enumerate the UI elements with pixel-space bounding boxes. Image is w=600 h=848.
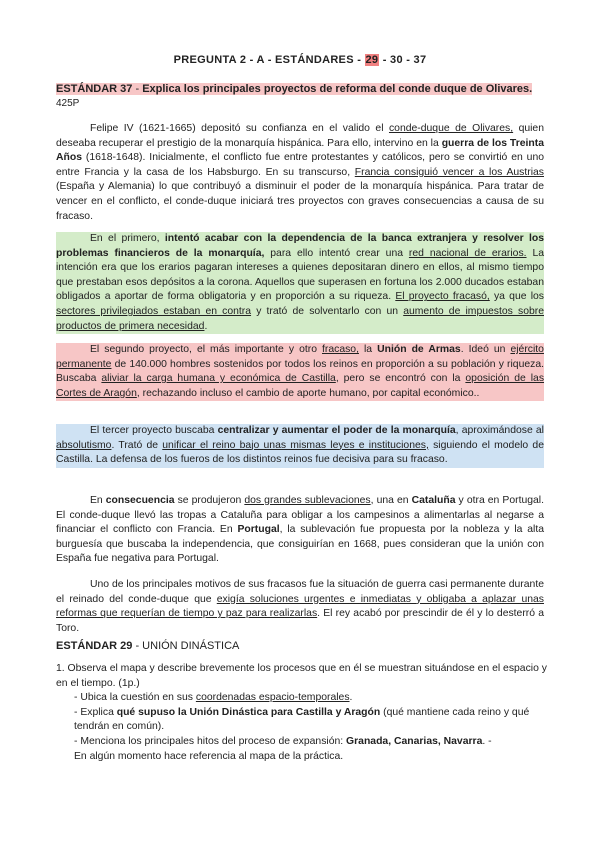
standard-37-heading: ESTÁNDAR 37 - Explica los principales proyectos de reforma del conde duque de Olivares. 425P <box>56 83 533 109</box>
question-1-bullet-1: - Ubica la cuestión en sus coordenadas espacio-temporales. <box>74 692 353 704</box>
question-1-bullet-2: - Explica qué supuso la Unión Dinástica para Castilla y Aragón (qué mantiene cada reino y qué tendrán en común). <box>74 706 530 733</box>
standard-code: 425P <box>56 98 80 109</box>
question-1 <box>56 662 556 764</box>
question-1-bullet-4: En algún momento hace referencia al mapa de la práctica. <box>74 750 344 762</box>
highlight-29: 29 <box>365 54 379 66</box>
paragraph-first-project: En el primero, intentó acabar con la dependencia de la banca extranjera y resolver los problemas financieros de la monarquía, para ello intentó crear una red nacional de erarios. La intención era que los erarios pagaran intereses a quienes depositaran dinero en ellos, al mismo tiempo que prestaban esos depósitos a la corona. Aquellos que superasen en fortuna los 2.000 ducados estaban obligados a aportar de forma obligatoria y en proporción a su riqueza. El proyecto fracasó, ya que los sectores privilegiados estaban en contra y trató de solventarlo con un aumento de impuestos sobre productos de primera necesidad. <box>56 232 544 334</box>
question-1-bullet-3: - Menciona los principales hitos del proceso de expansión: Granada, Canarias, Navarra. - <box>74 735 492 747</box>
paragraph-consequences: En consecuencia se produjeron dos grandes sublevaciones, una en Cataluña y otra en Portugal. El conde-duque llevó las tropas a Cataluña para obligar a los campesinos a alimentarlas al negarse a financiar el conflicto con Francia. En Portugal, la sublevación fue propuesta por la nobleza y la alta burguesía que buscaba la independencia, que consiguirían en 1668, pues consideran que la unión con España fue negativa para Portugal. <box>56 495 544 565</box>
page-title: PREGUNTA 2 - A - ESTÁNDARES - 29 - 30 - 37 <box>173 54 427 66</box>
question-1-intro: 1. Observa el mapa y describe brevemente los procesos que en él se muestran situándose en el espacio y en el tiempo. (1p.) <box>56 663 547 689</box>
paragraph-third-project: El tercer proyecto buscaba centralizar y aumentar el poder de la monarquía, aproximándose al absolutismo. Trató de unificar el reino bajo unas mismas leyes e instituciones, siguiendo el modelo de Castilla. La defensa de los fueros de los distintos reinos fue decisiva para su fracaso. <box>56 424 544 468</box>
standard-29-heading: ESTÁNDAR 29 - UNIÓN DINÁSTICA <box>56 640 240 652</box>
paragraph-reasons: Uno de los principales motivos de sus fracasos fue la situación de guerra casi permanente durante el reinado del conde-duque que exigía soluciones urgentes e inmediatas y obligaba a aplazar unas reformas que requerían de tiempo y paz para realizarlas. El rey acabó por prescindir de él y lo desterró a Toro. <box>56 579 545 634</box>
paragraph-second-project: El segundo proyecto, el más importante y otro fracaso, la Unión de Armas. Ideó un ejército permanente de 140.000 hombres sostenidos por todos los reinos en proporción a su población y riqueza. Buscaba aliviar la carga humana y económica de Castilla, pero se encontró con la oposición de las Cortes de Aragón, rechazando incluso el cambio de aporte humano, por capital económico.. <box>56 343 544 401</box>
paragraph-intro: Felipe IV (1621-1665) depositó su confianza en el valido el conde-duque de Olivares, quien deseaba recuperar el prestigio de la monarquía hispánica. Para ello, intervino en la guerra de los Treinta Años (1618-1648). Inicialmente, el conflicto fue entre protestantes y católicos, pero se convirtió en uno entre Francia y la casa de los Habsburgo. En su transcurso, Francia consiguió vencer a los Austrias (España y Alemania) lo que contribuyó a disminuir el poder de la monarquía hispánica. Para tratar de vencer en el conflicto, el conde-duque iniciará tres proyectos con graves consecuencias a causa de su fracaso. <box>56 123 544 222</box>
